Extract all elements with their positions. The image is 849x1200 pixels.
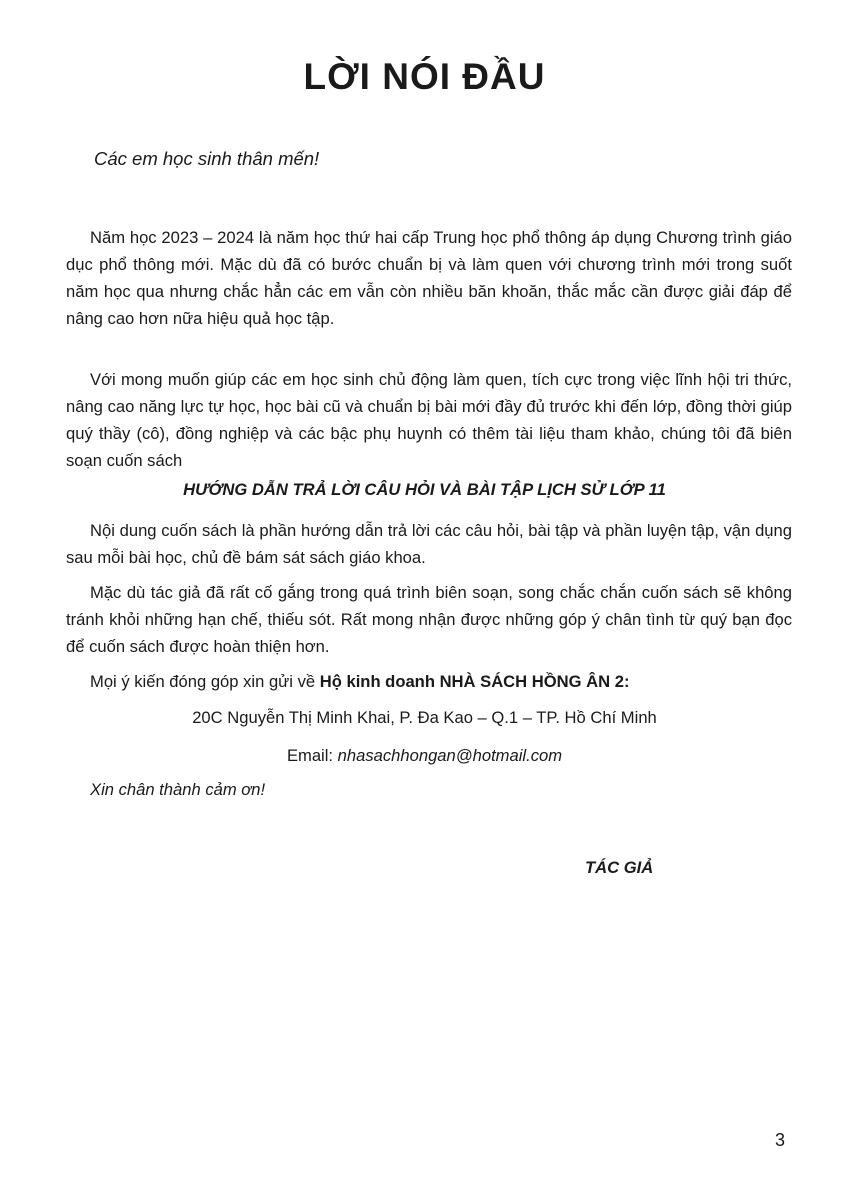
salutation: Các em học sinh thân mến! — [94, 148, 320, 169]
email-line — [0, 746, 849, 766]
email-address: nhasachhongan@hotmail.com — [337, 746, 563, 765]
paragraph-intro: Năm học 2023 – 2024 là năm học thứ hai cấp Trung học phổ thông áp dụng Chương trình giáo dục phổ thông mới. Mặc dù đã có bước chuẩn bị và làm quen với chương trình mới trong suốt năm học qua nhưng chắc hẳn các em vẫn còn nhiều băn khoăn, thắc mắc cần được giải đáp để nâng cao hơn nữa hiệu quả học tập. — [66, 228, 792, 328]
publisher-name: Hộ kinh doanh NHÀ SÁCH HỒNG ÂN 2: — [319, 672, 630, 691]
closing-thanks: Xin chân thành cảm ơn! — [90, 780, 266, 799]
author-signature: TÁC GIẢ — [585, 858, 654, 877]
page-number: 3 — [775, 1130, 786, 1150]
book-title: HƯỚNG DẪN TRẢ LỜI CÂU HỎI VÀ BÀI TẬP LỊCH SỬ LỚP 11 — [183, 480, 666, 499]
page-title: LỜI NÓI ĐẦU — [303, 56, 546, 97]
email-label: Email: — [286, 746, 338, 765]
paragraph-feedback: Mặc dù tác giả đã rất cố gắng trong quá trình biên soạn, song chắc chắn cuốn sách sẽ không tránh khỏi những hạn chế, thiếu sót. Rất mong nhận được những góp ý chân tình từ quý bạn đọc để cuốn sách được hoàn thiện hơn. — [66, 583, 792, 656]
paragraph-content: Nội dung cuốn sách là phần hướng dẫn trả lời các câu hỏi, bài tập và phần luyện tập, vận dụng sau mỗi bài học, chủ đề bám sát sách giáo khoa. — [66, 521, 792, 567]
contact-line — [90, 672, 629, 692]
contact-prefix: Mọi ý kiến đóng góp xin gửi về — [90, 672, 320, 691]
paragraph-purpose: Với mong muốn giúp các em học sinh chủ động làm quen, tích cực trong việc lĩnh hội tri thức, nâng cao năng lực tự học, học bài cũ và chuẩn bị bài mới đầy đủ trước khi đến lớp, đồng thời giúp quý thầy (cô), đồng nghiệp và các bậc phụ huynh có thêm tài liệu tham khảo, chúng tôi đã biên soạn cuốn sách — [66, 370, 792, 470]
publisher-address: 20C Nguyễn Thị Minh Khai, P. Đa Kao – Q.1 – TP. Hồ Chí Minh — [192, 708, 657, 727]
